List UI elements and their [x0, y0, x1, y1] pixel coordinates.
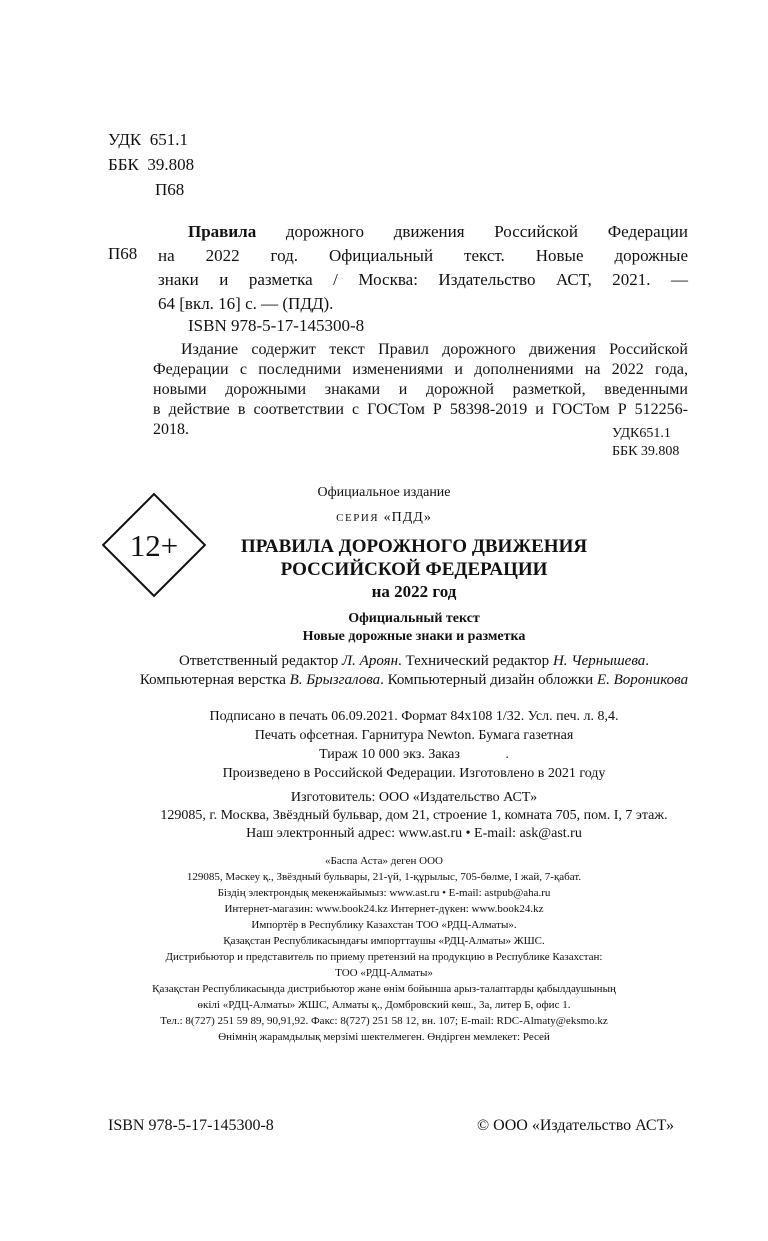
bbk-value: 39.808 [147, 155, 195, 174]
udk-value: 651.1 [149, 130, 189, 149]
biblio-line-2: на 2022 год. Официальный текст. Новые дорожные [158, 246, 688, 265]
book-title-line-1: ПРАВИЛА ДОРОЖНОГО ДВИЖЕНИЯ [240, 536, 588, 557]
kz-line-8: ТОО «РДЦ-Алматы» [335, 967, 433, 979]
credits-line-2 [30, 672, 768, 689]
imprint-line-4: Произведено в Российской Федерации. Изготовлено в 2021 году [222, 766, 606, 781]
tech-editor-name: Н. Чернышева [552, 653, 646, 669]
annotation-line-3: новыми дорожными знаками и дорожной разметкой, введенными [153, 381, 688, 398]
annotation-line-2: Федерации с последними изменениями и дополнениями на 2022 года, [153, 361, 688, 378]
layout-label: Компьютерная верстка [139, 672, 290, 688]
biblio-line-4: 64 [вкл. 16] с. — (ПДД). [158, 294, 334, 313]
bbk-code [108, 155, 194, 175]
book-subtitle-2: Новые дорожные знаки и разметка [302, 629, 526, 644]
biblio-line-3: знаки и разметка / Москва: Издательство АСТ, 2021. — [158, 270, 688, 289]
kz-line-10: өкілі «РДЦ-Алматы» ЖШС, Алматы қ., Домбровский көш., 3а, литер Б, офис 1. [197, 999, 571, 1011]
udk-label: УДК [108, 130, 142, 149]
credits-line-1 [30, 653, 768, 670]
editor-name: Л. Ароян [342, 653, 399, 669]
annotation [153, 340, 688, 440]
biblio-side-mark: П68 [108, 244, 138, 263]
biblio-title-bold: Правила [188, 222, 257, 241]
udk-code [108, 130, 188, 150]
biblio-isbn: ISBN 978-5-17-145300-8 [188, 316, 365, 335]
kz-line-1: «Баспа Аста» деген ООО [325, 855, 443, 867]
biblio-line-1-text: дорожного движения Российской Федерации [256, 222, 688, 241]
book-title-line-3: на 2022 год [371, 582, 457, 601]
imprint-line-2: Печать офсетная. Гарнитура Newton. Бумага газетная [254, 728, 574, 743]
kz-line-11: Тел.: 8(727) 251 59 89, 90,91,92. Факс: 8(727) 251 58 12, вн. 107; E-mail: RDC-Almaty@eksmo.kz [160, 1015, 608, 1027]
annotation-line-1: Издание содержит текст Правил дорожного движения Российской [181, 341, 688, 358]
tech-editor-end: . [645, 653, 650, 669]
kz-line-2: 129085, Мәскеу қ., Звёздный бульвары, 21-үй, 1-құрылыс, 705-бөлме, I жай, 7-қабат. [186, 871, 582, 883]
book-subtitle-1: Официальный текст [348, 611, 480, 626]
footer-isbn: ISBN 978-5-17-145300-8 [108, 1117, 274, 1134]
annotation-line-4: в действие в соответствии с ГОСТом Р 58398-2019 и ГОСТом Р 512256- [153, 401, 688, 418]
imprint-line-1: Подписано в печать 06.09.2021. Формат 84x108 1/32. Усл. печ. л. 8,4. [209, 709, 619, 724]
annotation-udk: УДК651.1 [612, 426, 671, 441]
series-word: СЕРИЯ [336, 512, 380, 524]
series-name: «ПДД» [383, 510, 432, 525]
author-mark: П68 [155, 180, 185, 199]
official-edition-label: Официальное издание [317, 485, 451, 500]
kz-line-12: Өнімнің жарамдылық мерзімі шектелмеген. Өндірген мемлекет: Ресей [218, 1031, 550, 1043]
manufacturer-address: 129085, г. Москва, Звёздный бульвар, дом 21, строение 1, комната 705, пом. I, 7 этаж. [160, 808, 668, 823]
manufacturer-contacts: Наш электронный адрес: www.ast.ru • E-mail: ask@ast.ru [246, 826, 582, 841]
annotation-bbk: ББК 39.808 [612, 444, 680, 459]
age-rating: 12+ [129, 528, 179, 563]
cover-design-label: . Компьютерный дизайн обложки [380, 672, 597, 688]
tech-editor-label: . Технический редактор [398, 653, 553, 669]
editor-label: Ответственный редактор [178, 653, 342, 669]
kz-line-7: Дистрибьютор и представитель по приему претензий на продукцию в Республике Казахстан: [165, 951, 603, 963]
annotation-line-5: 2018. [153, 421, 189, 438]
kz-line-9: Қазақстан Республикасында дистрибьютор және өнім бойынша арыз-талаптарды қабылдаушының [152, 983, 616, 995]
layout-name: В. Брызгалова [289, 672, 381, 688]
manufacturer: Изготовитель: ООО «Издательство АСТ» [290, 790, 538, 805]
kazakhstan-block [0, 853, 768, 1045]
kz-line-6: Қазақстан Республикасындағы импорттаушы «РДЦ-Алматы» ЖШС. [223, 935, 545, 947]
biblio-line-1 [158, 220, 688, 244]
kz-line-5: Импортёр в Республику Казахстан ТОО «РДЦ-Алматы». [251, 919, 517, 931]
biblio-description [158, 220, 688, 316]
imprint-line-3: Тираж 10 000 экз. Заказ . [319, 747, 509, 762]
kz-line-3: Біздің электрондық мекенжайымыз: www.ast.ru • E-mail: astpub@aha.ru [217, 887, 551, 899]
kz-line-4: Интернет-магазин: www.book24.kz Интернет-дүкен: www.book24.kz [224, 903, 544, 915]
footer-copyright: © ООО «Издательство АСТ» [477, 1117, 674, 1134]
bbk-label: ББК [108, 155, 139, 174]
series-label [0, 510, 768, 526]
cover-design-name: Е. Вороникова [596, 672, 689, 688]
book-title-line-2: РОССИЙСКОЙ ФЕДЕРАЦИИ [280, 559, 548, 580]
